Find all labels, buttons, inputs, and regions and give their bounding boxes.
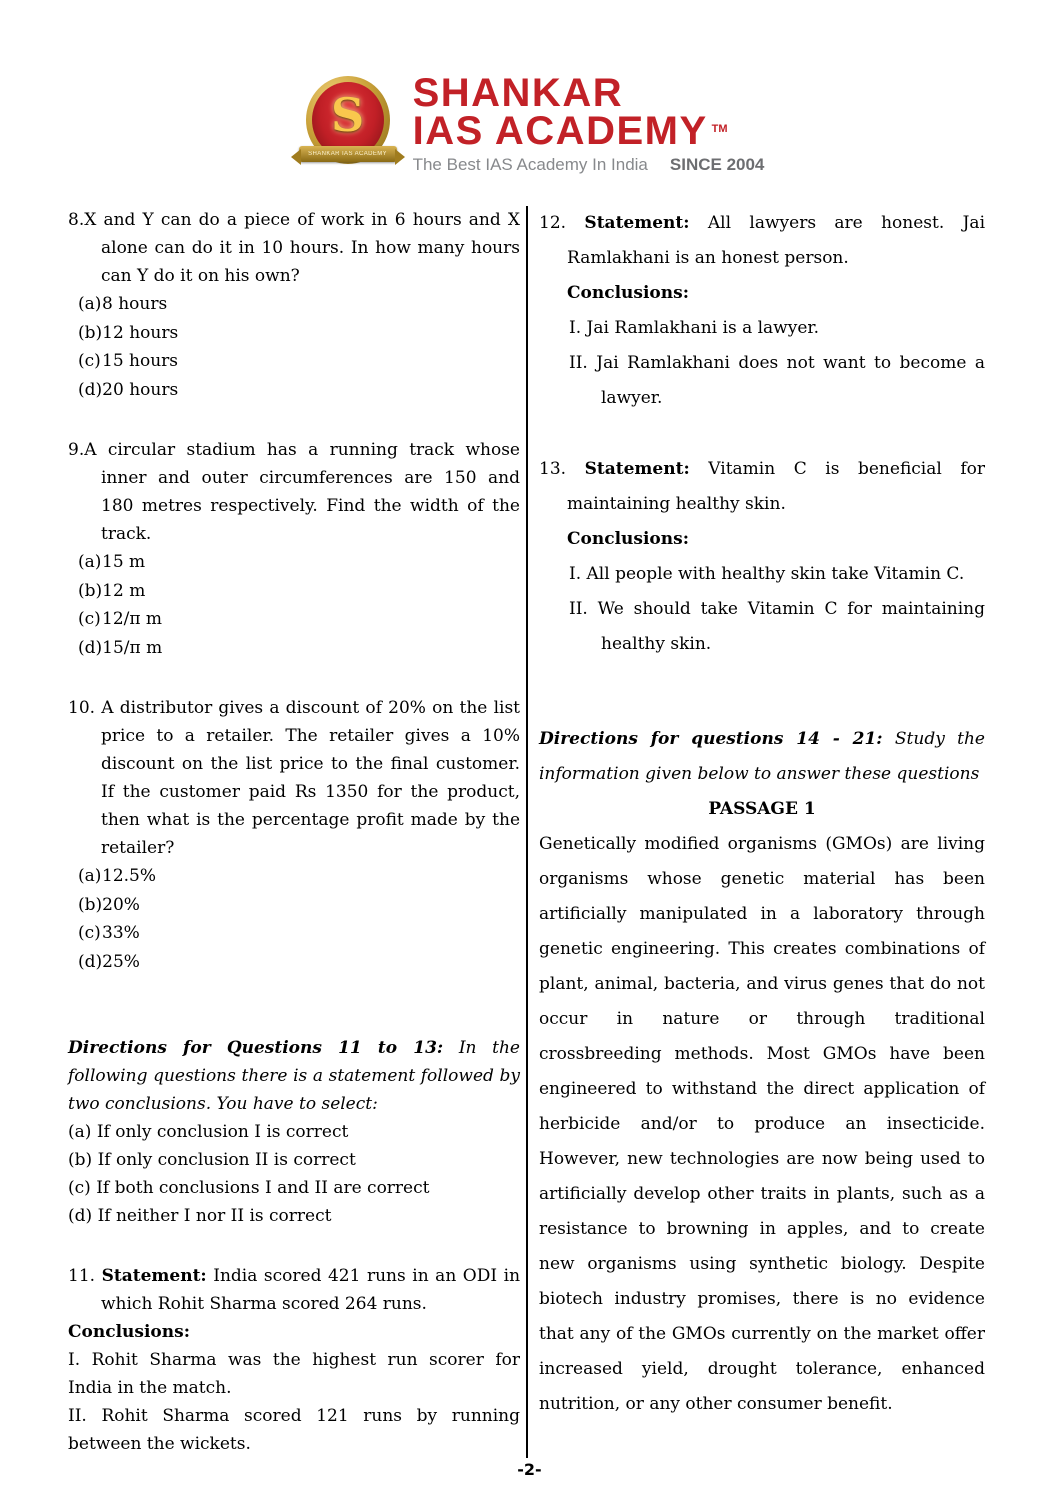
content-columns <box>0 206 1059 1458</box>
option-label: (d) <box>68 1206 93 1226</box>
question-10-text: 10. A distributor gives a discount of 20% on the list price to a retailer. The retailer gives a 10% discount on the list price to the final customer. If the customer paid Rs 1350 for the product, then what is the percentage profit made by the retailer? <box>68 698 521 858</box>
crest-ribbon-text: SHANKAR IAS ACADEMY <box>308 150 388 157</box>
directions-11-13-text: Directions for Questions 11 to 13: In the following questions there is a statement followed by two conclusions. You have to select: <box>68 1038 520 1114</box>
question-13 <box>539 452 985 662</box>
option-row <box>68 948 520 977</box>
option-text: 20% <box>102 894 140 915</box>
option-text: 12/π m <box>102 609 163 629</box>
conclusion-2: II. We should take Vitamin C for maintaining healthy skin. <box>569 599 985 654</box>
brand-name-line1: SHANKAR <box>412 71 624 115</box>
statement-label: Statement: <box>584 213 690 233</box>
option-text: 25% <box>102 951 140 972</box>
passage-text: Genetically modified organisms (GMOs) are living organisms whose genetic material has been artificially manipulated in a laboratory through genetic engineering. This creates combinations of plant, animal, bacteria, and virus genes that do not occur in nature or through traditional crossbreeding methods. Most GMOs have been engineered to withstand the direct application of herbicide and/or to produce an insecticide. However, new technologies are now being used to artificially develop other traits in plants, such as a resistance to browning in apples, and to create new organisms using synthetic biology. Despite biotech industry promises, there is no evidence that any of the GMOs currently on the market offer increased yield, drought tolerance, enhanced nutrition, or any other consumer benefit. <box>539 834 985 1414</box>
page-header <box>0 0 1059 175</box>
question-number: 11. <box>68 1266 96 1286</box>
conclusion-1: I. Jai Ramlakhani is a lawyer. <box>569 318 820 338</box>
directions-14-21: Directions for questions 14 - 21: Study the information given below to answer these questions <box>539 729 985 784</box>
conclusion-2: II. Jai Ramlakhani does not want to become a lawyer. <box>569 353 985 408</box>
question-12-statement: 12. Statement: All lawyers are honest. Jai Ramlakhani is an honest person. <box>539 213 986 268</box>
option-label: (d) <box>78 637 103 658</box>
option-text: 15/π m <box>102 637 163 658</box>
option-row <box>68 634 520 663</box>
option-label: (d) <box>78 951 103 972</box>
option-label: (c) <box>68 1178 91 1198</box>
option-text: 20 hours <box>102 379 179 400</box>
trademark-symbol: TM <box>711 123 728 135</box>
crest-letter: S <box>330 87 365 142</box>
question-10 <box>68 694 520 976</box>
statement-label: Statement: <box>101 1266 207 1286</box>
option-row <box>68 1146 520 1174</box>
question-9-text: 9.A circular stadium has a running track whose inner and outer circumferences are 150 and 180 metres respectively. Find the width of the track. <box>68 440 520 544</box>
brand-name-line2: IAS ACADEMY ™ <box>412 109 728 153</box>
option-label: (a) <box>78 294 102 314</box>
option-text: 8 hours <box>102 294 168 314</box>
conclusions-label: Conclusions: <box>567 529 689 549</box>
directions-heading: Directions for Questions 11 to 13: <box>68 1038 444 1058</box>
conclusions-label: Conclusions: <box>68 1322 190 1342</box>
passage-title: PASSAGE 1 <box>708 799 816 819</box>
option-label: (b) <box>78 322 103 343</box>
logo-text <box>412 71 765 175</box>
statement-label: Statement: <box>584 459 690 479</box>
option-label: (a) <box>78 866 102 886</box>
spacer <box>539 692 985 722</box>
option-text: If only conclusion I is correct <box>96 1122 349 1142</box>
page-footer <box>0 1460 1059 1479</box>
conclusion-2: II. Rohit Sharma scored 121 runs by running between the wickets. <box>68 1406 520 1454</box>
option-row <box>68 1202 520 1230</box>
academy-logo <box>295 71 765 175</box>
directions-options <box>68 1118 520 1230</box>
question-number: 13. <box>539 459 567 479</box>
option-text: 12.5% <box>102 866 157 886</box>
option-text: 12 m <box>102 580 146 601</box>
right-column <box>528 206 985 1458</box>
question-number: 8. <box>68 210 85 230</box>
option-text: If only conclusion II is correct <box>97 1150 356 1170</box>
option-row <box>68 919 520 948</box>
option-row <box>68 290 520 319</box>
option-label: (c) <box>78 923 101 943</box>
question-12 <box>539 206 985 416</box>
crest-ribbon <box>299 146 397 162</box>
option-label: (b) <box>78 894 103 915</box>
question-13-statement: 13. Statement: Vitamin C is beneficial for maintaining healthy skin. <box>539 459 986 514</box>
option-row <box>68 347 520 376</box>
question-number: 12. <box>539 213 567 233</box>
option-row <box>68 319 520 348</box>
option-row <box>68 862 520 891</box>
question-8-text: 8.X and Y can do a piece of work in 6 hours and X alone can do it in 10 hours. In how many hours can Y do it on his own? <box>68 210 520 286</box>
academy-crest-icon <box>295 76 401 174</box>
option-row <box>68 1118 520 1146</box>
question-11-statement: 11. Statement: India scored 421 runs in an ODI in which Rohit Sharma scored 264 runs. <box>68 1266 521 1314</box>
option-label: (b) <box>68 1150 93 1170</box>
option-row <box>68 376 520 405</box>
option-row <box>68 1174 520 1202</box>
option-text: 15 m <box>102 552 146 572</box>
option-text: If neither I nor II is correct <box>97 1206 332 1226</box>
option-label: (c) <box>78 609 101 629</box>
conclusions-label: Conclusions: <box>567 283 689 303</box>
directions-heading: Directions for questions 14 - 21: <box>539 729 883 749</box>
option-row <box>68 548 520 577</box>
conclusion-1: I. Rohit Sharma was the highest run scorer for India in the match. <box>68 1350 520 1398</box>
option-label: (d) <box>78 379 103 400</box>
option-row <box>68 577 520 606</box>
left-column <box>68 206 520 1458</box>
option-label: (c) <box>78 351 101 371</box>
since-label: SINCE 2004 <box>669 155 765 174</box>
option-text: 12 hours <box>102 322 179 343</box>
option-label: (a) <box>68 1122 92 1142</box>
conclusion-1: I. All people with healthy skin take Vitamin C. <box>569 564 965 584</box>
question-number: 10. <box>68 698 96 718</box>
directions-11-13 <box>68 1034 520 1230</box>
option-text: 33% <box>102 923 140 943</box>
option-label: (b) <box>78 580 103 601</box>
question-8 <box>68 206 520 404</box>
page-number: -2- <box>517 1460 542 1479</box>
logo-tagline: The Best IAS Academy In India SINCE 2004 <box>412 155 765 174</box>
question-number: 9. <box>68 440 85 460</box>
question-11 <box>68 1262 520 1458</box>
option-text: If both conclusions I and II are correct <box>96 1178 430 1198</box>
option-text: 15 hours <box>102 351 179 371</box>
option-label: (a) <box>78 552 102 572</box>
question-9 <box>68 436 520 662</box>
option-row <box>68 891 520 920</box>
option-row <box>68 605 520 634</box>
